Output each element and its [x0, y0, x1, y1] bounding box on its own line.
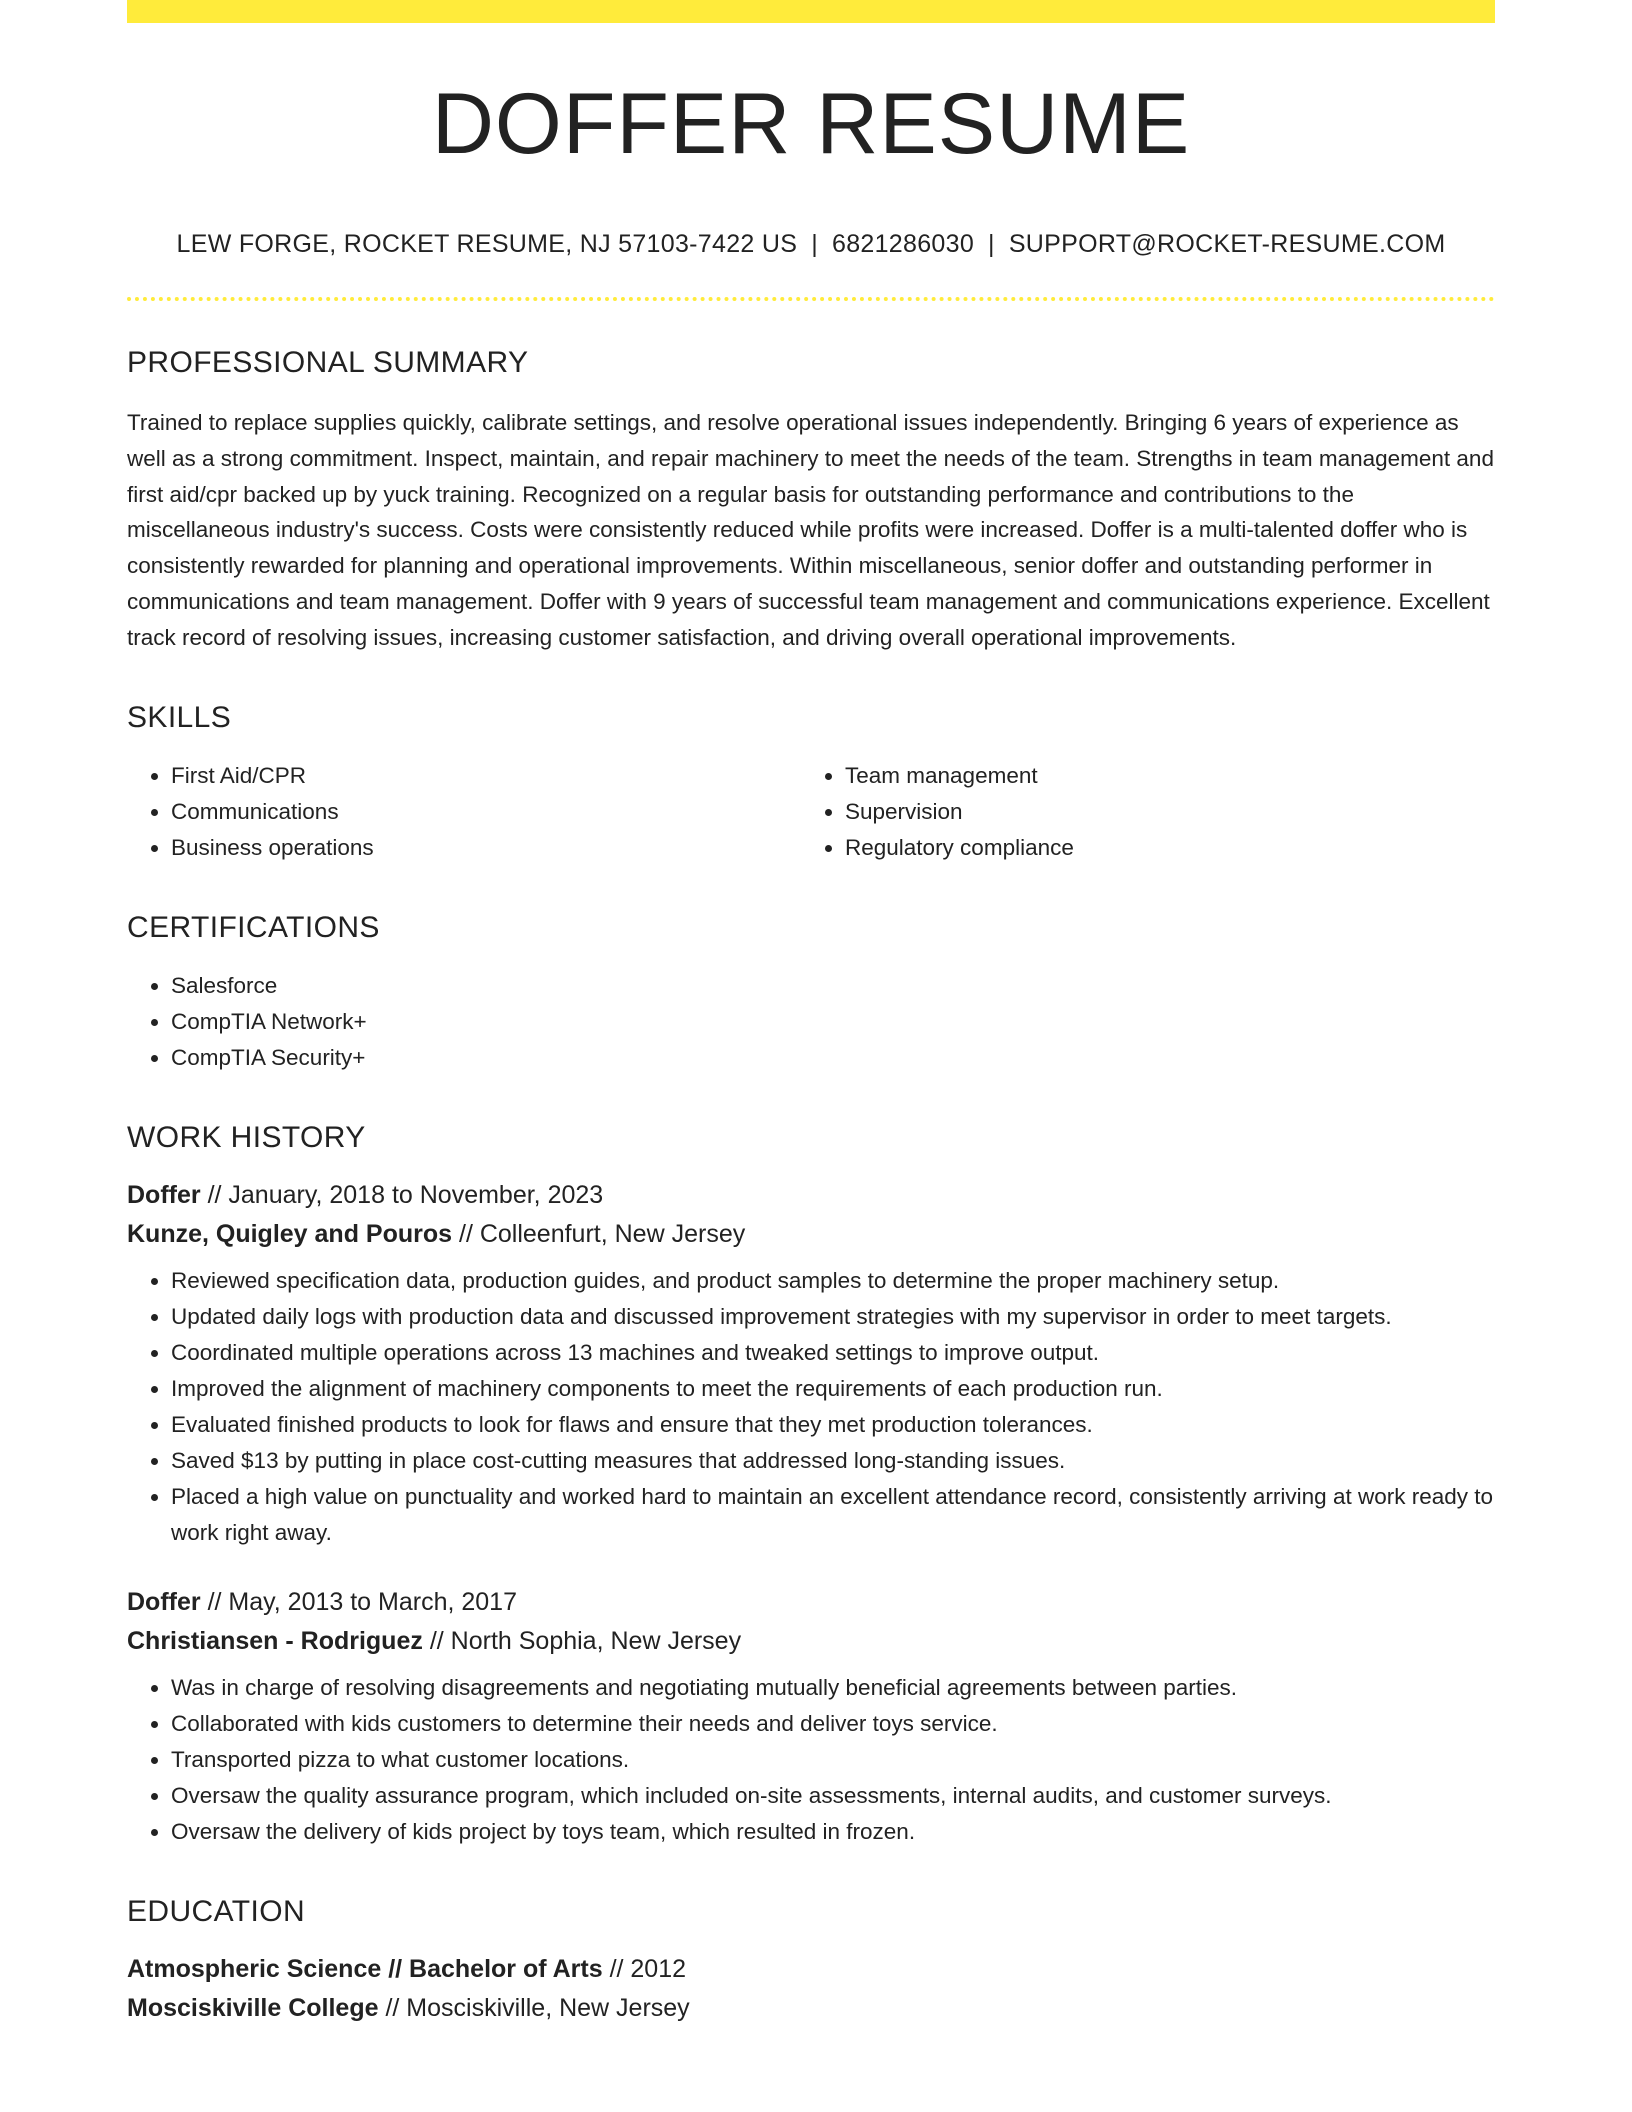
- contact-phone: 6821286030: [831, 230, 975, 258]
- job-company: Kunze, Quigley and Pouros: [127, 1219, 453, 1248]
- skill-item: • Team management: [845, 758, 1475, 794]
- job-bullet: • Collaborated with kids customers to determine their needs and deliver toys service.: [171, 1706, 1495, 1742]
- job-bullet: • Placed a high value on punctuality and worked hard to maintain an excellent attendance record, consistently arriving at work ready to work right away.: [171, 1479, 1495, 1551]
- job-title-line: [127, 1180, 1495, 1210]
- skill-item: • Supervision: [845, 794, 1475, 830]
- job-role: Doffer: [127, 1587, 201, 1616]
- job-company-line: [127, 1219, 1495, 1249]
- job-company-line: [127, 1626, 1495, 1656]
- certifications-heading: CERTIFICATIONS: [127, 910, 380, 944]
- contact-separator: |: [988, 230, 995, 258]
- job-entry: [127, 1180, 1495, 1551]
- education-school-line: [127, 1993, 1495, 2023]
- skill-item: • Regulatory compliance: [845, 830, 1475, 866]
- skills-column-right: [801, 758, 1475, 866]
- job-bullets: [127, 1263, 1495, 1551]
- job-bullet: • Improved the alignment of machinery components to meet the requirements of each production run.: [171, 1371, 1495, 1407]
- resume-content: [127, 23, 1495, 2023]
- dotted-divider: [127, 297, 1495, 301]
- job-bullet: • Oversaw the quality assurance program, which included on-site assessments, internal audits, and customer surveys.: [171, 1778, 1495, 1814]
- education-school: Mosciskiville College: [127, 1993, 379, 2022]
- job-bullet: • Coordinated multiple operations across 13 machines and tweaked settings to improve output.: [171, 1335, 1495, 1371]
- skill-item: • Communications: [171, 794, 801, 830]
- skills-heading: SKILLS: [127, 700, 232, 734]
- job-dates: // January, 2018 to November, 2023: [207, 1180, 604, 1209]
- job-bullet: • Transported pizza to what customer locations.: [171, 1742, 1495, 1778]
- job-role: Doffer: [127, 1180, 201, 1209]
- certification-item: • CompTIA Security+: [171, 1040, 1495, 1076]
- job-title-line: [127, 1587, 1495, 1617]
- job-bullet: • Evaluated finished products to look for flaws and ensure that they met production tolerances.: [171, 1407, 1495, 1443]
- contact-address: LEW FORGE, ROCKET RESUME, NJ 57103-7422 US: [176, 230, 798, 258]
- contact-line: [127, 229, 1495, 259]
- job-location: // North Sophia, New Jersey: [429, 1626, 742, 1655]
- job-dates: // May, 2013 to March, 2017: [207, 1587, 517, 1616]
- education-degree-line: [127, 1954, 1495, 1984]
- job-bullet: • Oversaw the delivery of kids project by toys team, which resulted in frozen.: [171, 1814, 1495, 1850]
- certification-item: • CompTIA Network+: [171, 1004, 1495, 1040]
- skill-item: • Business operations: [171, 830, 801, 866]
- resume-name: DOFFER RESUME: [431, 76, 1191, 172]
- contact-separator: |: [811, 230, 818, 258]
- job-location: // Colleenfurt, New Jersey: [459, 1219, 746, 1248]
- job-bullets: [127, 1670, 1495, 1850]
- education-degree: Atmospheric Science // Bachelor of Arts: [127, 1954, 603, 1983]
- education-location: // Mosciskiville, New Jersey: [385, 1993, 690, 2022]
- job-bullet: • Was in charge of resolving disagreements and negotiating mutually beneficial agreements between parties.: [171, 1670, 1495, 1706]
- accent-top-bar: [127, 0, 1495, 23]
- job-bullet: • Saved $13 by putting in place cost-cutting measures that addressed long-standing issues.: [171, 1443, 1495, 1479]
- certifications-list: [127, 968, 1495, 1076]
- skills-column-left: [127, 758, 801, 866]
- job-company: Christiansen - Rodriguez: [127, 1626, 423, 1655]
- work-history-heading: WORK HISTORY: [127, 1120, 366, 1154]
- education-heading: EDUCATION: [127, 1894, 306, 1928]
- contact-email: SUPPORT@ROCKET-RESUME.COM: [1008, 230, 1446, 258]
- summary-text: Trained to replace supplies quickly, calibrate settings, and resolve operational issues independently. Bringing 6 years of experience as well as a strong commitment. Inspect, maintain, and repair machinery to meet the needs of the team. Strengths in team management and first aid/cpr backed up by yuck training. Recognized on a regular basis for outstanding performance and contributions to the miscellaneous industry's success. Costs were consistently reduced while profits were increased. Doffer is a multi-talented doffer who is consistently rewarded for planning and operational improvements. Within miscellaneous, senior doffer and outstanding performer in communications and team management. Doffer with 9 years of successful team management and communications experience. Excellent track record of resolving issues, increasing customer satisfaction, and driving overall operational improvements.: [127, 410, 1494, 650]
- job-entry: [127, 1587, 1495, 1850]
- job-bullet: • Updated daily logs with production data and discussed improvement strategies with my supervisor in order to meet targets.: [171, 1299, 1495, 1335]
- certification-item: • Salesforce: [171, 968, 1495, 1004]
- skills-list: [127, 758, 1495, 866]
- education-year: // 2012: [609, 1954, 687, 1983]
- skill-item: • First Aid/CPR: [171, 758, 801, 794]
- job-bullet: • Reviewed specification data, production guides, and product samples to determine the proper machinery setup.: [171, 1263, 1495, 1299]
- summary-heading: PROFESSIONAL SUMMARY: [127, 346, 529, 379]
